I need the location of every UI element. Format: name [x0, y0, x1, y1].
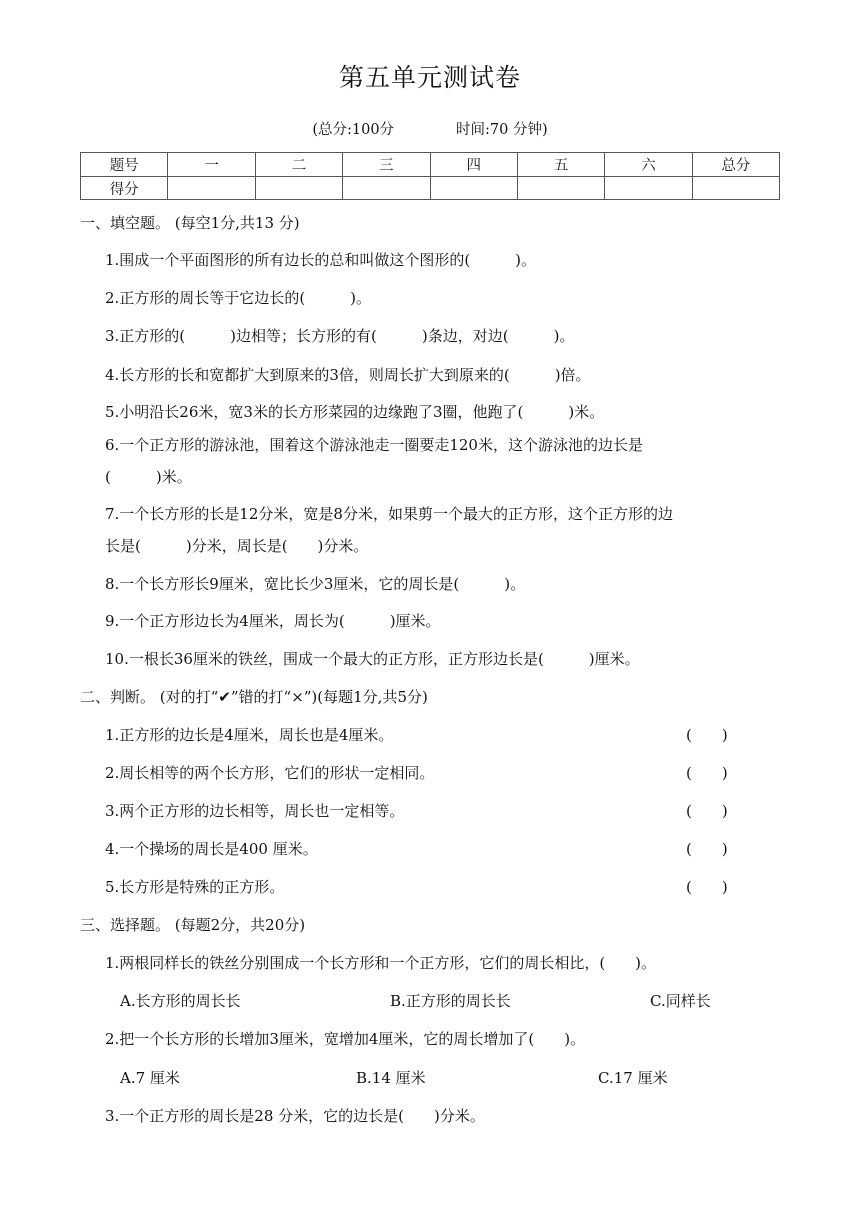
choice-q1-option-c[interactable]: C.同样长 — [650, 992, 711, 1010]
score-table-header-row — [81, 153, 780, 177]
score-cell-blank[interactable] — [430, 177, 517, 200]
section3-heading: 三、选择题。 (每题2分，共20分) — [80, 916, 306, 934]
fill-question-8: 8.一个长方形长9厘米，宽比长少3厘米，它的周长是( )。 — [105, 575, 526, 593]
judge-answer-box-3[interactable]: ( ) — [686, 802, 728, 820]
choice-q2-option-a[interactable]: A.7 厘米 — [120, 1069, 180, 1087]
score-table-cell: 总分 — [692, 153, 779, 177]
judge-question-2: 2.周长相等的两个长方形，它们的形状一定相同。 — [105, 764, 435, 782]
judge-answer-box-1[interactable]: ( ) — [686, 726, 728, 744]
score-table-cell: 二 — [255, 153, 342, 177]
page-title: 第五单元测试卷 — [338, 63, 521, 92]
fill-question-9: 9.一个正方形边长为4厘米，周长为( )厘米。 — [105, 612, 441, 630]
score-table-cell: 得分 — [81, 177, 168, 200]
fill-question-1: 1.围成一个平面图形的所有边长的总和叫做这个图形的( )。 — [105, 251, 537, 269]
judge-answer-box-4[interactable]: ( ) — [686, 840, 728, 858]
total-score-label: (总分:100分 — [312, 122, 395, 138]
score-cell-blank[interactable] — [255, 177, 342, 200]
choice-question-1: 1.两根同样长的铁丝分别围成一个长方形和一个正方形，它们的周长相比，( )。 — [105, 954, 657, 972]
fill-question-10: 10.一根长36厘米的铁丝，围成一个最大的正方形，正方形边长是( )厘米。 — [105, 650, 640, 668]
fill-question-6-line1: 6.一个正方形的游泳池，围着这个游泳池走一圈要走120米，这个游泳池的边长是 — [105, 436, 643, 454]
score-table — [80, 152, 780, 200]
choice-q1-option-a[interactable]: A.长方形的周长长 — [120, 992, 241, 1010]
judge-question-3: 3.两个正方形的边长相等，周长也一定相等。 — [105, 802, 405, 820]
fill-question-5: 5.小明沿长26米，宽3米的长方形菜园的边缘跑了3圈，他跑了( )米。 — [105, 403, 605, 421]
judge-question-4: 4.一个操场的周长是400 厘米。 — [105, 840, 318, 858]
fill-question-3: 3.正方形的( )边相等；长方形的有( )条边，对边( )。 — [105, 327, 575, 345]
section1-heading: 一、填空题。 (每空1分,共13 分) — [80, 214, 300, 232]
choice-q1-option-b[interactable]: B.正方形的周长长 — [390, 992, 511, 1010]
score-cell-blank[interactable] — [343, 177, 430, 200]
fill-question-6-line2: ( )米。 — [105, 468, 192, 486]
choice-question-3: 3.一个正方形的周长是28 分米，它的边长是( )分米。 — [105, 1107, 485, 1125]
exam-meta — [0, 118, 860, 139]
score-cell-blank[interactable] — [168, 177, 255, 200]
score-table-score-row — [81, 177, 780, 200]
score-table-cell: 题号 — [81, 153, 168, 177]
judge-answer-box-2[interactable]: ( ) — [686, 764, 728, 782]
score-cell-blank[interactable] — [605, 177, 692, 200]
fill-question-7-line2: 长是( )分米，周长是( )分米。 — [105, 537, 369, 555]
choice-q2-option-c[interactable]: C.17 厘米 — [598, 1069, 668, 1087]
score-table-cell: 一 — [168, 153, 255, 177]
judge-question-1: 1.正方形的边长是4厘米，周长也是4厘米。 — [105, 726, 394, 744]
fill-question-2: 2.正方形的周长等于它边长的( )。 — [105, 289, 372, 307]
section2-heading: 二、判断。 (对的打“✔”错的打“×”)(每题1分,共5分) — [80, 688, 428, 706]
choice-q2-option-b[interactable]: B.14 厘米 — [356, 1069, 426, 1087]
fill-question-4: 4.长方形的长和宽都扩大到原来的3倍，则周长扩大到原来的( )倍。 — [105, 366, 591, 384]
score-table-cell: 三 — [343, 153, 430, 177]
score-table-cell: 五 — [517, 153, 604, 177]
score-table-cell: 四 — [430, 153, 517, 177]
score-cell-blank[interactable] — [692, 177, 779, 200]
judge-question-5: 5.长方形是特殊的正方形。 — [105, 878, 285, 896]
fill-question-7-line1: 7.一个长方形的长是12分米，宽是8分米，如果剪一个最大的正方形，这个正方形的边 — [105, 505, 673, 523]
choice-question-2: 2.把一个长方形的长增加3厘米，宽增加4厘米，它的周长增加了( )。 — [105, 1030, 586, 1048]
judge-answer-box-5[interactable]: ( ) — [686, 878, 728, 896]
time-label: 时间:70 分钟) — [456, 122, 548, 138]
score-cell-blank[interactable] — [517, 177, 604, 200]
score-table-cell: 六 — [605, 153, 692, 177]
